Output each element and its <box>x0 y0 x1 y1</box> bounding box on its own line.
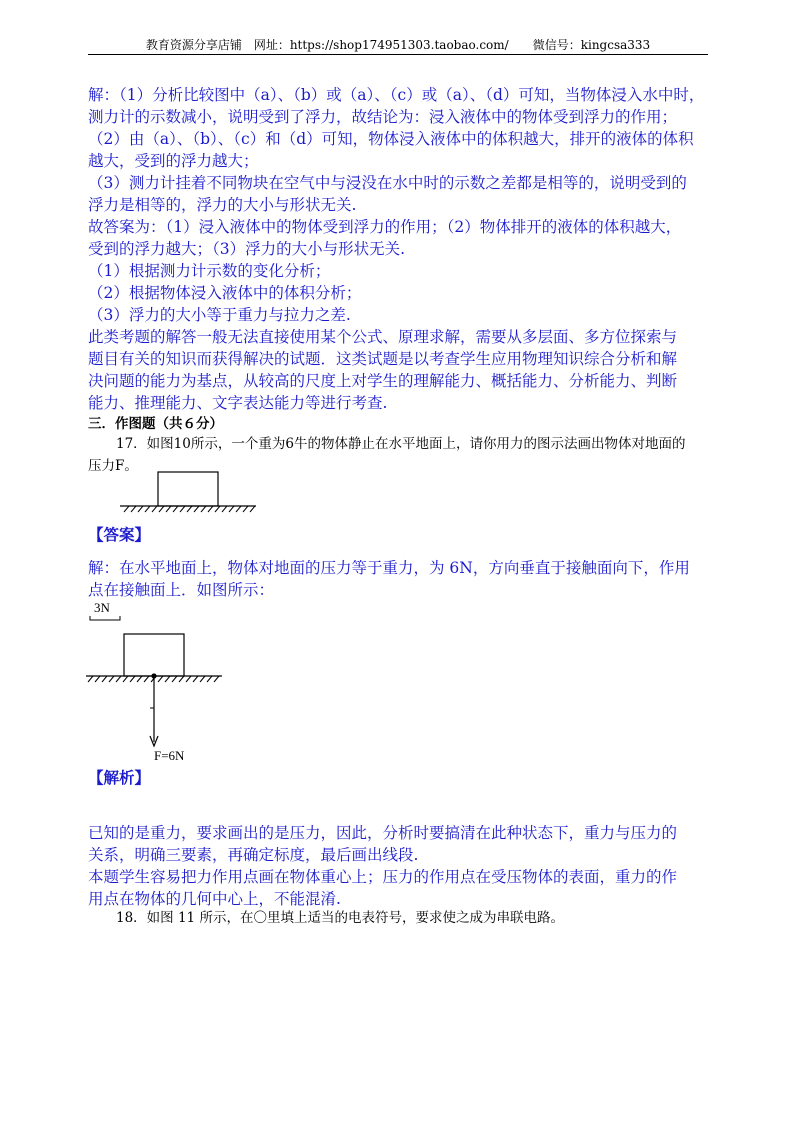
page-header: 教育资源分享店铺 网址：https://shop174951303.taobao.com/ 微信号：kingcsa333 <box>145 38 651 52</box>
answer-tag: 【答案】 <box>88 525 151 544</box>
analysis17-line: 本题学生容易把力作用点画在物体重心上；压力的作用点在受压物体的表面，重力的作 <box>88 868 678 886</box>
solution16-line: 能力、推理能力、文字表达能力等进行考查. <box>88 394 388 412</box>
solution16-line: （3）浮力的大小等于重力与拉力之差. <box>88 306 351 324</box>
header-rule <box>88 54 708 55</box>
scale-label: 3N <box>94 600 110 615</box>
question-17-line1: 17．如图10所示，一个重为6牛的物体静止在水平地面上，请你用力的图示法画出物体对地面的 <box>116 436 686 452</box>
question-17-line2: 压力F。 <box>88 458 138 474</box>
solution16-line: 浮力是相等的，浮力的大小与形状无关. <box>88 196 357 214</box>
section-title: 三．作图题（共６分） <box>88 416 223 432</box>
solution16-line: 测力计的示数减小，说明受到了浮力，故结论为：浸入液体中的物体受到浮力的作用； <box>88 108 678 126</box>
solution16-line: 故答案为：（1）浸入液体中的物体受到浮力的作用；（2）物体排开的液体的体积越大， <box>88 218 682 236</box>
solution16-line: 受到的浮力越大；（3）浮力的大小与形状无关. <box>88 240 406 258</box>
solution16-line: 此类考题的解答一般无法直接使用某个公式、原理求解，需要从多层面、多方位探索与 <box>88 328 678 346</box>
analysis17-line: 用点在物体的几何中心上，不能混淆. <box>88 890 341 908</box>
force-label: F=6N <box>154 748 185 763</box>
figure-force-diagram <box>86 612 236 762</box>
analysis17-line: 关系，明确三要素，再确定标度，最后画出线段. <box>88 846 419 864</box>
question-18: 18．如图 11 所示，在〇里填上适当的电表符号，要求使之成为串联电路。 <box>116 910 564 926</box>
solution16-line: 决问题的能力为基点，从较高的尺度上对学生的理解能力、概括能力、分析能力、判断 <box>88 372 678 390</box>
solution16-line: （2）根据物体浸入液体中的体积分析； <box>88 284 362 302</box>
solution16-line: （3）测力计挂着不同物块在空气中与浸没在水中时的示数之差都是相等的，说明受到的 <box>88 174 687 192</box>
figure-box-on-ground <box>120 468 260 518</box>
analysis-tag: 【解析】 <box>88 768 151 787</box>
answer17-line: 点在接触面上．如图所示： <box>88 581 275 599</box>
analysis17-line: 已知的是重力，要求画出的是压力，因此，分析时要搞清在此种状态下，重力与压力的 <box>88 824 678 842</box>
solution16-line: （1）根据测力计示数的变化分析； <box>88 262 331 280</box>
solution16-line: 越大，受到的浮力越大； <box>88 152 259 170</box>
solution16-line: 解：（1）分析比较图中（a）、（b）或（a）、（c）或（a）、（d）可知，当物体浸入水中时， <box>88 86 705 104</box>
solution16-line: （2）由（a）、（b）、（c）和（d）可知，物体浸入液体中的体积越大，排开的液体的体积 <box>88 130 694 148</box>
solution16-line: 题目有关的知识而获得解决的试题．这类试题是以考查学生应用物理知识综合分析和解 <box>88 350 678 368</box>
answer17-line: 解：在水平地面上，物体对地面的压力等于重力，为 6N，方向垂直于接触面向下，作用 <box>88 559 690 577</box>
